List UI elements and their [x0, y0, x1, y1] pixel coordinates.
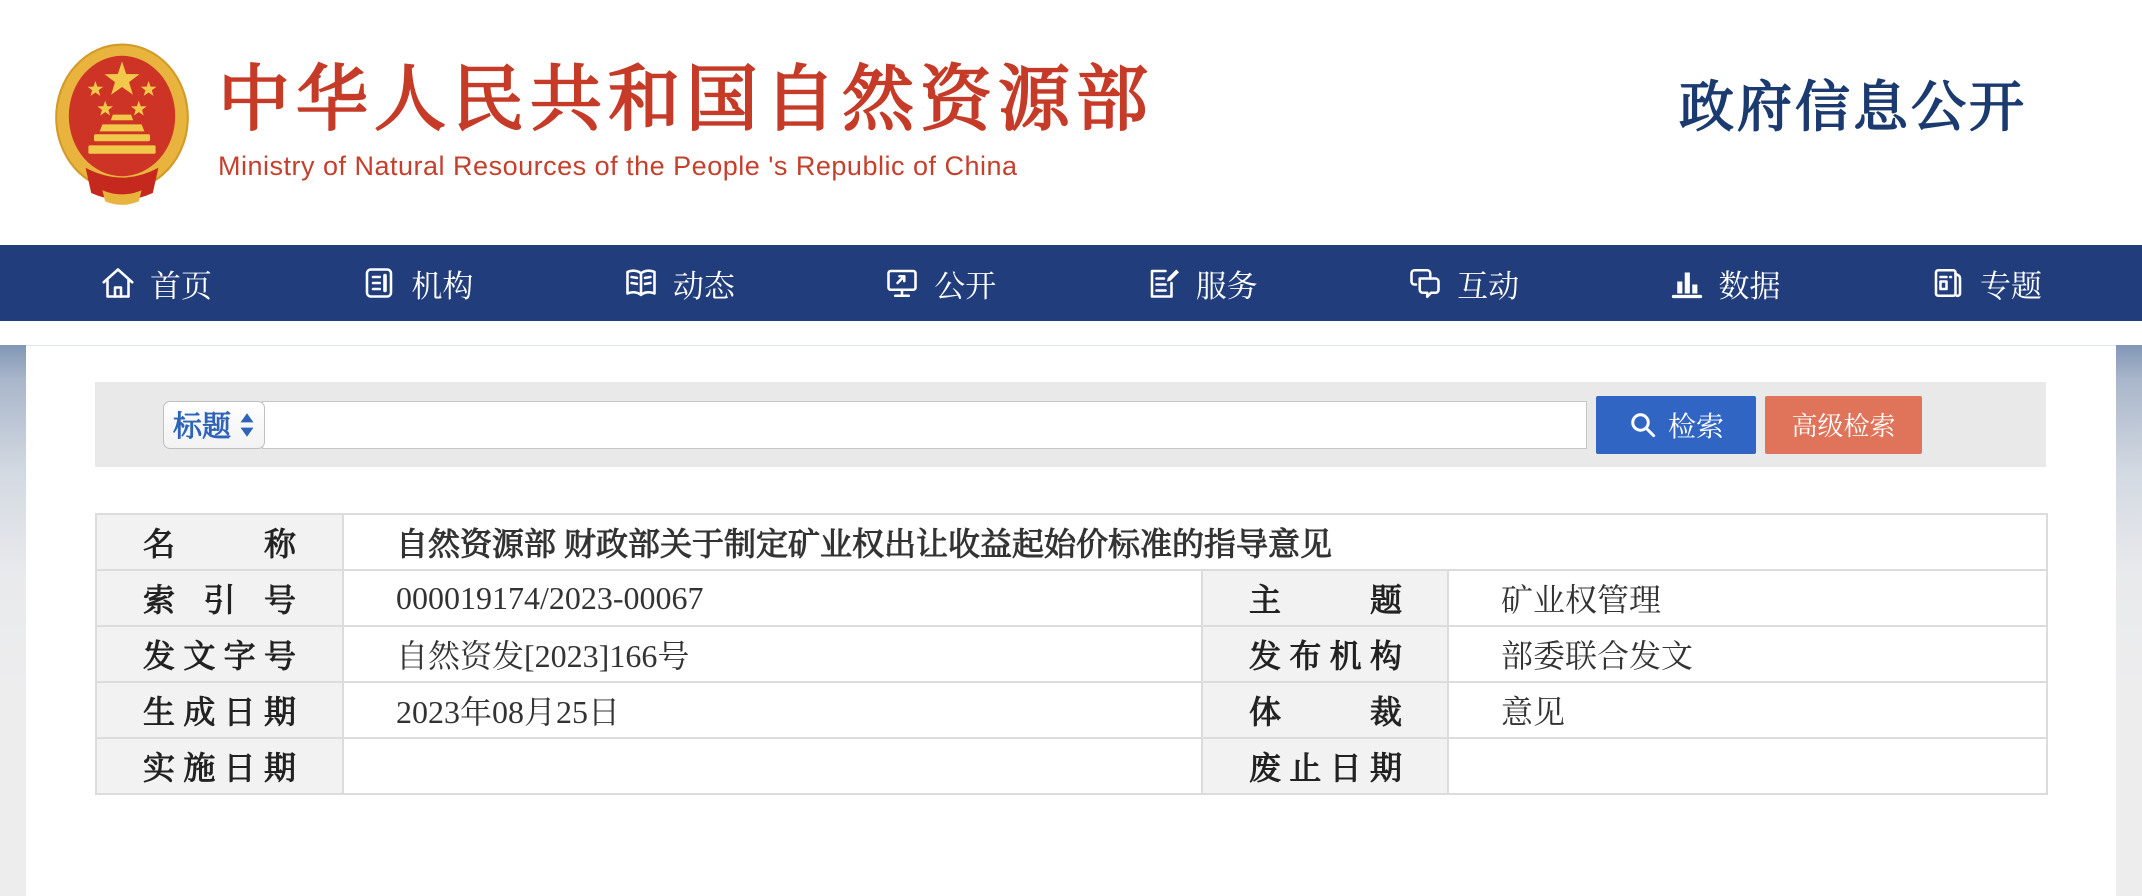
doc-effective-label: 实施日期 [96, 738, 343, 794]
disclosure-icon [884, 265, 920, 301]
doc-genre-label: 体裁 [1202, 682, 1448, 738]
interaction-icon [1407, 265, 1443, 301]
nav-item-home[interactable] [100, 261, 212, 306]
national-emblem-icon [52, 39, 192, 207]
main-nav [0, 245, 2142, 321]
doc-publisher-value: 部委联合发文 [1448, 626, 2047, 682]
doc-index-label: 索引号 [96, 570, 343, 626]
doc-publisher-label: 发布机构 [1202, 626, 1448, 682]
nav-item-organization[interactable] [361, 261, 473, 306]
search-button-label: 检索 [1667, 410, 1724, 442]
nav-item-label: 首页 [150, 268, 212, 304]
site-title-cn: 中华人民共和国自然资源部 [218, 60, 1155, 141]
search-icon [1628, 410, 1658, 440]
doc-name-label: 名称 [96, 514, 343, 570]
doc-repeal-label: 废止日期 [1202, 738, 1448, 794]
page-title: 政府信息公开 [1678, 77, 2027, 138]
nav-item-label: 机构 [411, 268, 474, 304]
site-header [0, 0, 2142, 245]
nav-item-interaction[interactable] [1407, 261, 1519, 306]
nav-item-label: 服务 [1195, 268, 1258, 304]
doc-number-value: 自然资发[2023]166号 [343, 626, 1202, 682]
doc-subject-label: 主题 [1202, 570, 1448, 626]
search-field-dropdown[interactable] [163, 401, 265, 449]
content-panel [26, 345, 2116, 896]
home-icon [100, 265, 136, 301]
topics-icon [1930, 265, 1966, 301]
nav-item-label: 动态 [672, 268, 735, 304]
advanced-search-button-label: 高级检索 [1791, 411, 1896, 441]
table-row [96, 738, 2047, 794]
nav-item-label: 公开 [934, 268, 997, 304]
nav-item-news[interactable] [623, 261, 735, 306]
doc-name-value: 自然资源部 财政部关于制定矿业权出让收益起始价标准的指导意见 [343, 514, 2047, 570]
news-icon [623, 265, 659, 301]
nav-item-topics[interactable] [1930, 261, 2042, 306]
doc-effective-value [343, 738, 1202, 794]
site-brand[interactable] [52, 39, 1154, 207]
doc-genre-value: 意见 [1448, 682, 2047, 738]
nav-item-disclosure[interactable] [884, 261, 996, 306]
data-icon [1669, 265, 1705, 301]
content-background [0, 345, 2142, 896]
site-title-en: Ministry of Natural Resources of the People 's Republic of China [218, 150, 1018, 181]
search-field-dropdown-value: 标题 [172, 411, 231, 443]
nav-item-label: 互动 [1457, 268, 1520, 304]
doc-number-label: 发文字号 [96, 626, 343, 682]
doc-created-label: 生成日期 [96, 682, 343, 738]
organization-icon [361, 265, 397, 301]
search-button[interactable] [1596, 396, 1756, 454]
nav-item-data[interactable] [1669, 261, 1781, 306]
doc-subject-value: 矿业权管理 [1448, 570, 2047, 626]
table-row [96, 514, 2047, 570]
nav-item-label: 数据 [1718, 268, 1781, 304]
advanced-search-button[interactable] [1765, 396, 1922, 454]
table-row [96, 570, 2047, 626]
document-detail-table [95, 513, 2048, 795]
dropdown-arrows-icon [239, 412, 255, 438]
table-row [96, 626, 2047, 682]
nav-item-label: 专题 [1979, 268, 2042, 304]
doc-repeal-value [1448, 738, 2047, 794]
search-input[interactable] [262, 401, 1587, 449]
nav-item-service[interactable] [1146, 261, 1258, 306]
doc-created-value: 2023年08月25日 [343, 682, 1202, 738]
search-bar [95, 382, 2046, 467]
service-icon [1146, 265, 1182, 301]
table-row [96, 682, 2047, 738]
doc-index-value: 000019174/2023-00067 [343, 570, 1202, 626]
